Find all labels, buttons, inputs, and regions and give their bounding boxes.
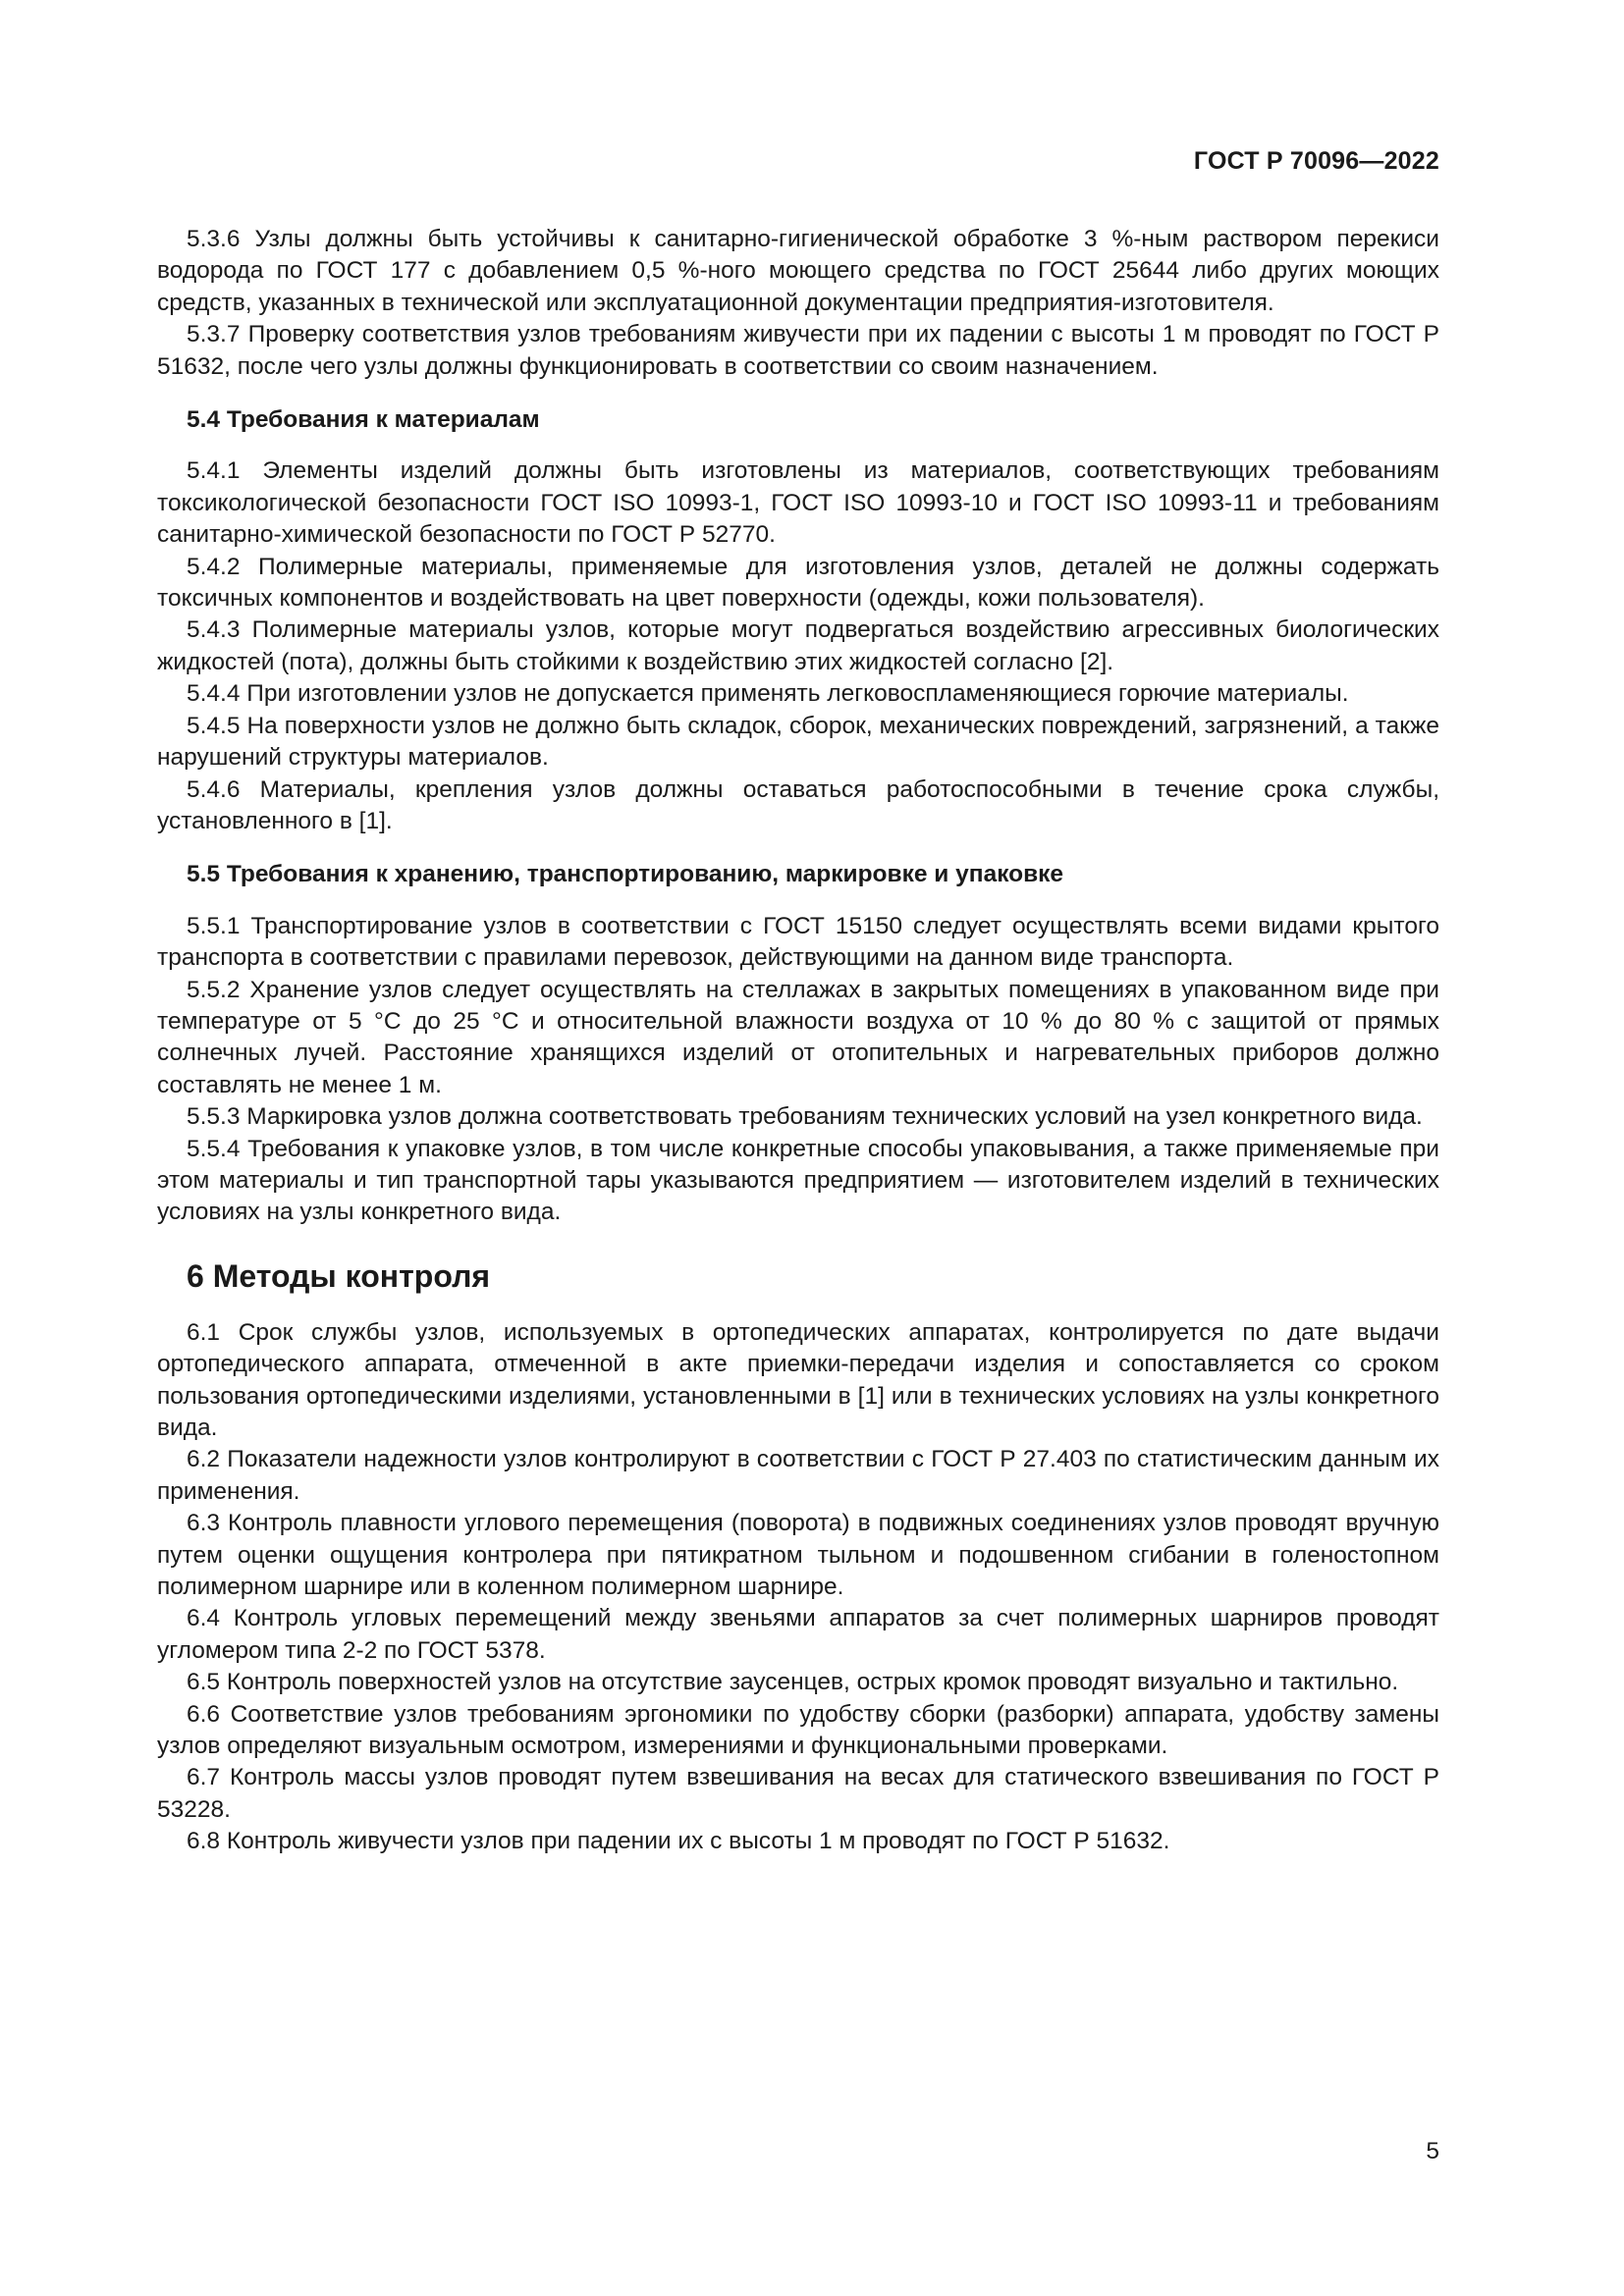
paragraph-5-4-2: 5.4.2 Полимерные материалы, применяемые для изготовления узлов, деталей не должны содержать токсичных компонентов и воздействовать на цвет поверхности (одежды, кожи пользователя). <box>157 553 1439 613</box>
paragraph-6-3: 6.3 Контроль плавности углового перемещения (поворота) в подвижных соединениях узлов проводят вручную путем оценки ощущения контролера при пятикратном тыльном и подошвенном сгибании в голеностопном полимерном шарнире или в коленном полимерном шарнире. <box>157 1510 1439 1601</box>
paragraph-5-5-4: 5.5.4 Требования к упаковке узлов, в том числе конкретные способы упаковывания, а также применяемые при этом материалы и тип транспортной тары указываются предприятием — изготовителем изделий в технических условиях на узлы конкретного вида. <box>157 1135 1439 1226</box>
document-body <box>157 224 1439 1858</box>
paragraph-6-4: 6.4 Контроль угловых перемещений между звеньями аппаратов за счет полимерных шарниров проводят угломером типа 2-2 по ГОСТ 5378. <box>157 1605 1439 1664</box>
paragraph-5-3-6: 5.3.6 Узлы должны быть устойчивы к санитарно-гигиенической обработке 3 %-ным раствором перекиси водорода по ГОСТ 177 с добавлением 0,5 %-ного моющего средства по ГОСТ 25644 либо других моющих средств, указанных в технической или эксплуатационной документации предприятия-изготовителя. <box>157 226 1439 316</box>
paragraph-6-6: 6.6 Соответствие узлов требованиям эргономики по удобству сборки (разборки) аппарата, удобству замены узлов определяют визуальным осмотром, измерениями и функциональными проверками. <box>157 1700 1439 1760</box>
document-header-id: ГОСТ Р 70096—2022 <box>1193 147 1439 175</box>
paragraph-5-5-2: 5.5.2 Хранение узлов следует осуществлять на стеллажах в закрытых помещениях в упакованном виде при температуре от 5 °С до 25 °С и относительной влажности воздуха от 10 % до 80 % с защитой от прямых солнечных лучей. Расстояние хранящихся изделий от отопительных и нагревательных приборов должно составлять не менее 1 м. <box>157 976 1439 1098</box>
paragraph-5-4-6: 5.4.6 Материалы, крепления узлов должны оставаться работоспособными в течение срока службы, установленного в [1]. <box>157 775 1439 834</box>
paragraph-5-5-3: 5.5.3 Маркировка узлов должна соответствовать требованиям технических условий на узел конкретного вида. <box>187 1103 1423 1131</box>
section-title-6: 6 Методы контроля <box>187 1257 491 1294</box>
paragraph-6-5: 6.5 Контроль поверхностей узлов на отсутствие заусенцев, острых кромок проводят визуально и тактильно. <box>187 1669 1399 1696</box>
page-number: 5 <box>1426 2138 1439 2164</box>
paragraph-6-8: 6.8 Контроль живучести узлов при падении их с высоты 1 м проводят по ГОСТ Р 51632. <box>187 1828 1170 1855</box>
paragraph-6-7: 6.7 Контроль массы узлов проводят путем взвешивания на весах для статического взвешивания по ГОСТ Р 53228. <box>157 1764 1439 1823</box>
paragraph-5-4-5: 5.4.5 На поверхности узлов не должно быть складок, сборок, механических повреждений, загрязнений, а также нарушений структуры материалов. <box>157 712 1439 772</box>
paragraph-5-5-1: 5.5.1 Транспортирование узлов в соответствии с ГОСТ 15150 следует осуществлять всеми видами крытого транспорта в соответствии с правилами перевозок, действующими на данном виде транспорта. <box>157 912 1439 972</box>
paragraph-6-2: 6.2 Показатели надежности узлов контролируют в соответствии с ГОСТ Р 27.403 по статистическим данным их применения. <box>157 1446 1439 1505</box>
paragraph-5-4-3: 5.4.3 Полимерные материалы узлов, которые могут подвергаться воздействию агрессивных биологических жидкостей (пота), должны быть стойкими к воздействию этих жидкостей согласно [2]. <box>157 616 1439 675</box>
subsection-title-5-5: 5.5 Требования к хранению, транспортированию, маркировке и упаковке <box>187 861 1064 888</box>
paragraph-6-1: 6.1 Срок службы узлов, используемых в ортопедических аппаратах, контролируется по дате выдачи ортопедического аппарата, отмеченной в акте приемки-передачи изделия и сопоставляется со сроком пользования ортопедическими изделиями, установленными в [1] или в технических условиях на узлы конкретного вида. <box>157 1318 1439 1441</box>
subsection-title-5-4: 5.4 Требования к материалам <box>187 406 540 434</box>
paragraph-5-4-4: 5.4.4 При изготовлении узлов не допускается применять легковоспламеняющиеся горючие материалы. <box>187 680 1349 708</box>
paragraph-5-3-7: 5.3.7 Проверку соответствия узлов требованиям живучести при их падении с высоты 1 м проводят по ГОСТ Р 51632, после чего узлы должны функционировать в соответствии со своим назначением. <box>157 321 1439 380</box>
paragraph-5-4-1: 5.4.1 Элементы изделий должны быть изготовлены из материалов, соответствующих требованиям токсикологической безопасности ГОСТ ISO 10993-1, ГОСТ ISO 10993-10 и ГОСТ ISO 10993-11 и требованиям санитарно-химической безопасности по ГОСТ Р 52770. <box>157 457 1439 549</box>
